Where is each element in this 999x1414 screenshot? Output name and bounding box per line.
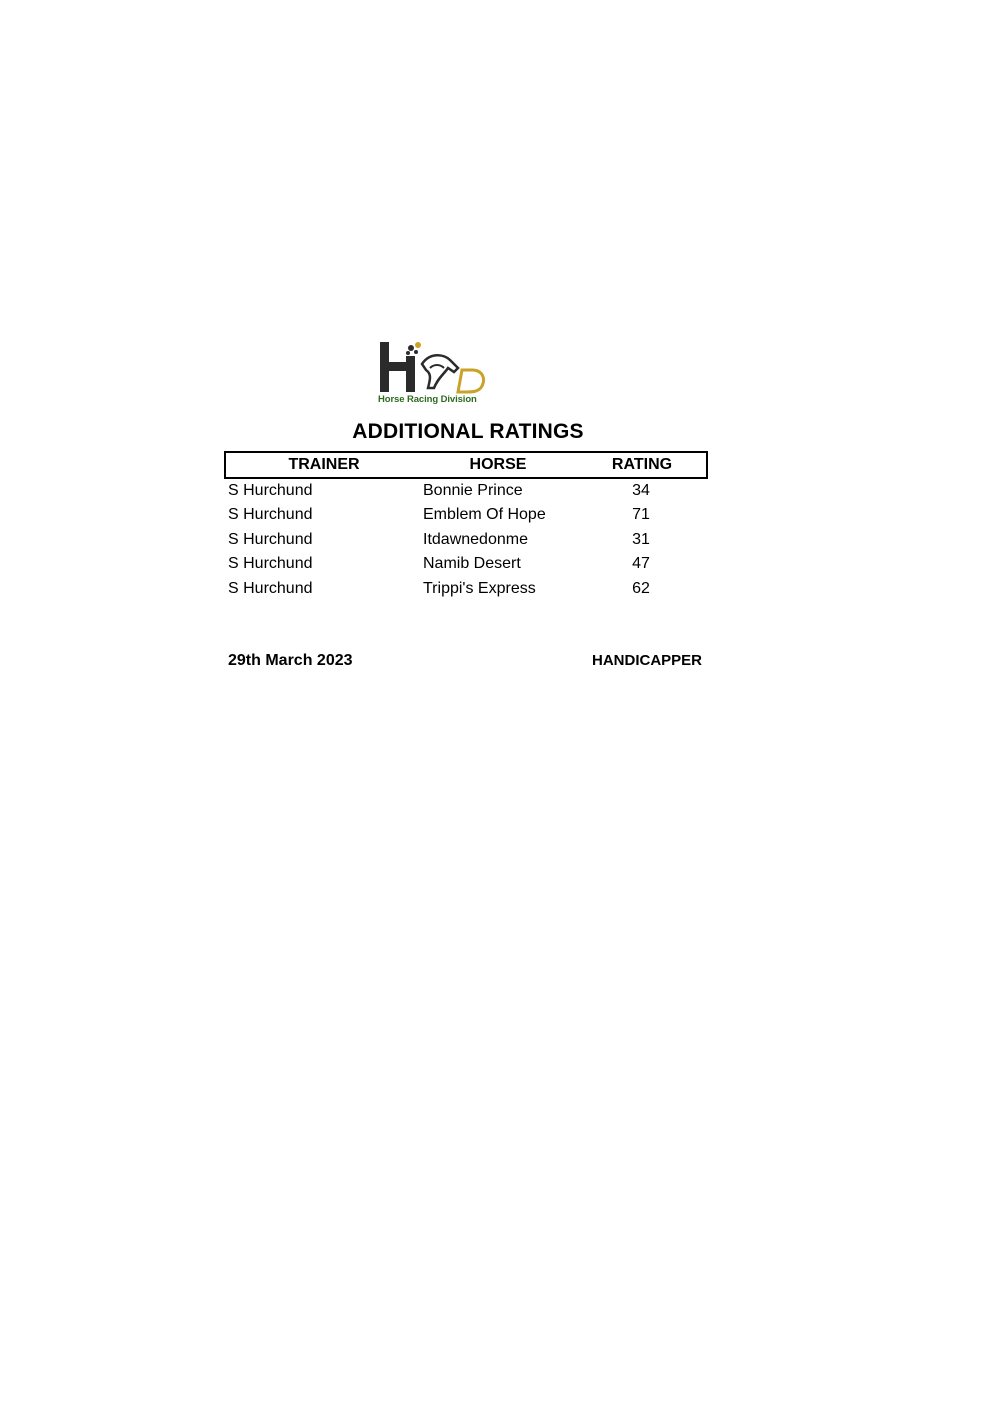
table-row [228, 504, 708, 528]
table-row [228, 578, 708, 602]
table-row [228, 480, 708, 504]
trainer-cell: S Hurchund [228, 555, 313, 573]
trainer-cell: S Hurchund [228, 506, 313, 524]
rating-cell: 71 [632, 506, 650, 524]
trainer-cell: S Hurchund [228, 579, 313, 597]
rating-cell: 34 [632, 482, 650, 499]
page-title: ADDITIONAL RATINGS [352, 420, 584, 443]
trainer-cell: S Hurchund [228, 482, 313, 499]
handicapper-signoff: HANDICAPPER [592, 652, 703, 669]
table-row [228, 553, 708, 577]
horse-cell: Bonnie Prince [423, 482, 523, 499]
document-date: 29th March 2023 [228, 652, 353, 669]
hrd-logo [378, 338, 490, 408]
column-header-rating: RATING [611, 456, 673, 473]
horse-head-icon [378, 338, 490, 394]
column-header-horse: HORSE [469, 456, 527, 473]
table-row [228, 529, 708, 553]
rating-cell: 62 [632, 579, 650, 597]
logo-caption: Horse Racing Division [378, 394, 477, 405]
column-header-trainer: TRAINER [288, 456, 360, 473]
horse-cell: Trippi's Express [423, 579, 536, 597]
rating-cell: 47 [632, 555, 650, 573]
horse-cell: Namib Desert [423, 555, 521, 573]
horse-cell: Itdawnedonme [423, 530, 528, 548]
trainer-cell: S Hurchund [228, 530, 313, 548]
rating-cell: 31 [632, 530, 650, 548]
horse-cell: Emblem Of Hope [423, 506, 546, 524]
ratings-table-body [228, 480, 708, 602]
table-header [224, 451, 708, 479]
